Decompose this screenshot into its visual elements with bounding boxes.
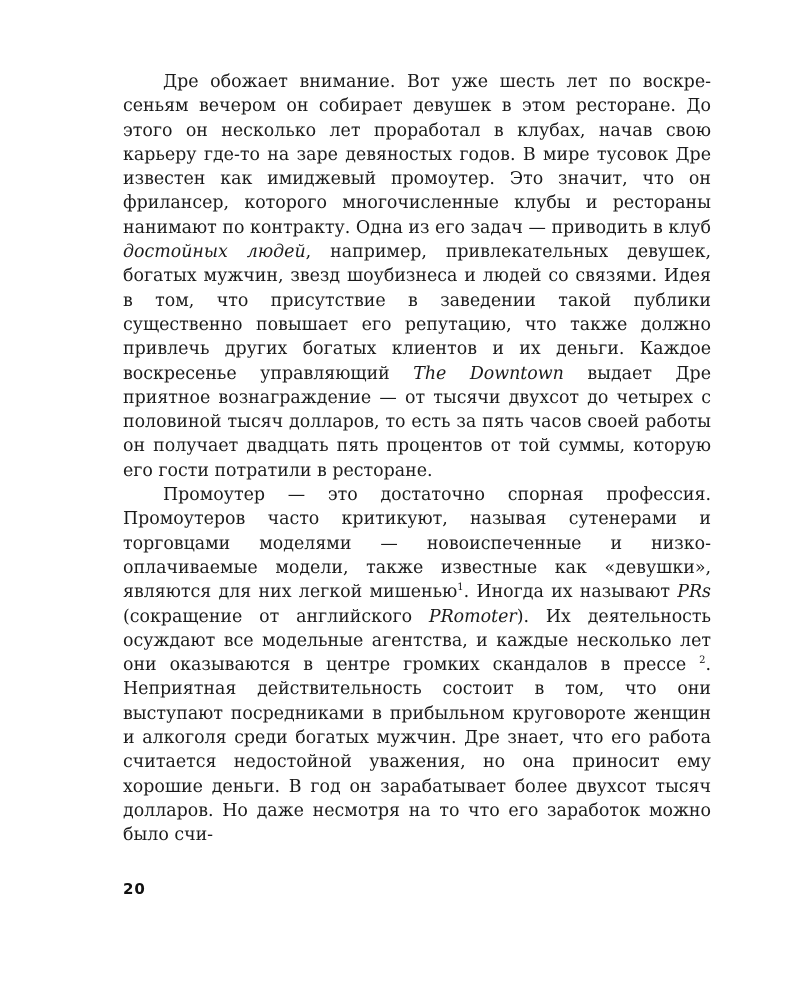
paragraph-text: . Неприятная действительность состоит в том, что они выступают посредниками в прибыльном круговороте женщин и алкоголя среди богатых мужчин. Дре знает, что его работа считается недостойной уважения, но она приносит ему хорошие деньги. В год он зарабатывает более двухсот тысяч долларов. Но даже несмотря на то что его заработок можно было счи- (123, 655, 711, 846)
footnote-ref: 1 (457, 582, 464, 594)
paragraph-text: Промоутер — это достаточно спорная профессия. Промоутеров часто критикуют, называя сутенерами и торговцами моделями — новоиспеченные и низкооплачиваемые модели, также известные как «девушки», являются для них легкой мишенью (123, 485, 711, 603)
paragraph-text: выдает Дре приятное вознаграждение — от тысячи двухсот до четырех с половиной тысяч долларов, то есть за пять часов своей работы он получает двадцать пять процентов от той суммы, которую его гости потратили в ресторане. (123, 363, 711, 481)
italic-text: достойных людей (123, 242, 306, 263)
page-number: 20 (123, 880, 146, 898)
paragraph-text: , например, привлекательных девушек, богатых мужчин, звезд шоубизнеса и людей со связями. Идея в том, что присутствие в заведении такой публики существенно повышает его репутацию, что также должно привлечь других богатых клиентов и их деньги. Каждое воскресенье управляющий (123, 242, 712, 384)
paragraph (123, 70, 711, 483)
paragraph-text: ). Их деятельность осуждают все модельные агентства, и каждые несколько лет они оказываются в центре громких скандалов в прессе (123, 606, 711, 676)
italic-text: PRs (677, 582, 711, 603)
paragraph-text: . Иногда их называют (463, 582, 678, 603)
paragraph-text: (сокращение от английского (123, 606, 429, 627)
italic-text: PRomoter (428, 606, 517, 627)
paragraph-text: Дре обожает внимание. Вот уже шесть лет по воскресеньям вечером он собирает девушек в этом ресторане. До этого он несколько лет проработал в клубах, начав свою карьеру где-то на заре девяностых годов. В мире тусовок Дре известен как имиджевый промоутер. Это значит, что он фрилансер, которого многочисленные клубы и рестораны нанимают по контракту. Одна из его задач — приводить в клуб (123, 72, 711, 238)
paragraph (123, 483, 711, 847)
italic-text: The Downtown (413, 363, 564, 384)
book-page-text (123, 70, 711, 848)
footnote-ref: 2 (699, 655, 706, 667)
